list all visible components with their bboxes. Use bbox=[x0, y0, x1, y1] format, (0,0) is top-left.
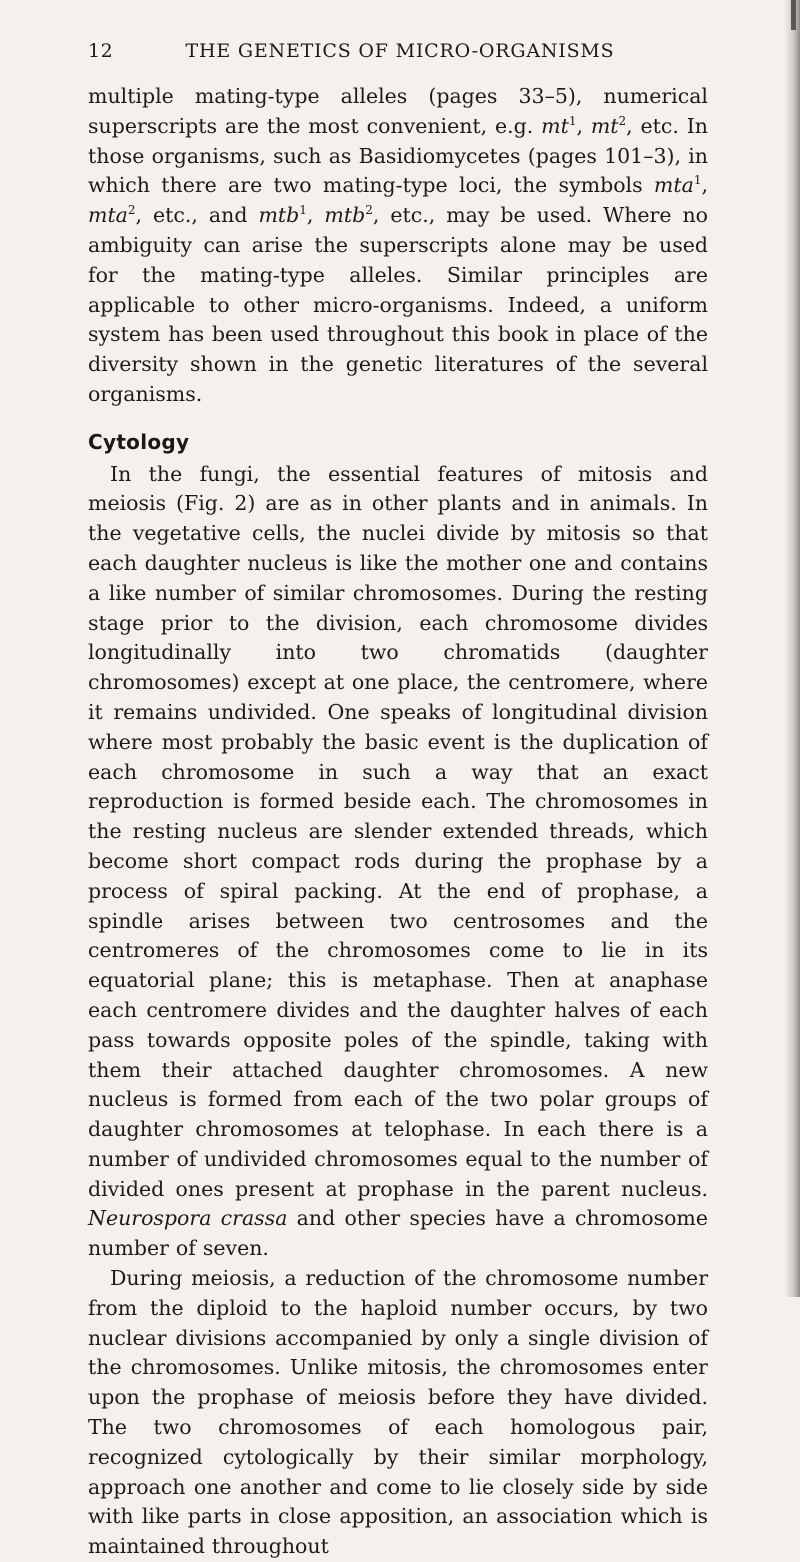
text-segment: , etc., and bbox=[135, 203, 259, 228]
text-segment: and other species have a chromosome number of seven. bbox=[88, 1206, 709, 1261]
text-segment: , bbox=[306, 203, 325, 228]
symbol-mtb: mtb bbox=[258, 203, 300, 228]
symbol-mt: mt bbox=[541, 113, 569, 138]
running-title: THE GENETICS OF MICRO-ORGANISMS bbox=[185, 40, 615, 62]
page-edge-shadow bbox=[784, 0, 800, 1297]
superscript: 2 bbox=[365, 203, 373, 218]
page-edge-mark bbox=[791, 0, 796, 30]
text-segment: , bbox=[701, 173, 708, 198]
symbol-mt: mt bbox=[590, 113, 619, 138]
text-segment: In the fungi, the essential features of mitosis and meiosis (Fig. 2) are as in other plants and in animals. In the vegetative cells, the nuclei divide by mitosis so that each daughter nucleus is like the mother one and contains a like number of similar chromosomes. During the resting stage prior to the division, each chromosome divides longitudinally into two chromatids (daughter chromosomes) except at one place, the centromere, where it remains undivided. One speaks of longitudinal division where most probably the basic event is the duplication of each chromosome in such a way that an exact reproduction is formed beside each. The chromosomes in the resting nucleus are slender extended threads, which become short compact rods during the prophase by a process of spiral packing. At the end of prophase, a spindle arises between two centrosomes and the centromeres of the chromosomes come to lie in its equatorial plane; this is metaphase. Then at anaphase each centromere divides and the daughter halves of each pass towards opposite poles of the spindle, taking with them their attached daughter chromosomes. A new nucleus is formed from each of the two polar groups of daughter chromosomes at telophase. In each there is a number of undivided chromosomes equal to the number of divided ones present at prophase in the parent nucleus. bbox=[88, 461, 708, 1201]
paragraph-mating-type-notation bbox=[88, 82, 708, 410]
paragraph-mitosis bbox=[88, 460, 708, 1265]
text-segment: , bbox=[576, 113, 591, 138]
symbol-mta: mta bbox=[653, 173, 694, 198]
body-text bbox=[88, 82, 708, 1562]
superscript: 1 bbox=[568, 113, 577, 128]
superscript: 2 bbox=[127, 203, 136, 218]
text-segment: multiple mating-type alleles (pages 33–5), numerical superscripts are the most convenient, e.g. bbox=[88, 84, 708, 138]
superscript: 2 bbox=[618, 113, 627, 128]
section-heading-cytology: Cytology bbox=[88, 429, 190, 454]
paragraph-meiosis: During meiosis, a reduction of the chromosome number from the diploid to the haploid number occurs, by two nuclear divisions accompanied by only a single division of the chromosomes. Unlike mitosis, the chromosomes enter upon the prophase of meiosis before they have divided. The two chromosomes of each homologous pair, recognized cytologically by their similar morphology, approach one another and come to lie closely side by side with like parts in close apposition, an association which is maintained throughout bbox=[88, 1266, 708, 1559]
symbol-mtb: mtb bbox=[324, 203, 366, 228]
superscript: 1 bbox=[693, 173, 702, 188]
species-name: Neurospora crassa bbox=[88, 1206, 288, 1231]
text-segment: , etc. In those organisms, such as Basidiomycetes (pages 101–3), in which there are two mating-type loci, the symbols bbox=[88, 113, 708, 198]
symbol-mta: mta bbox=[88, 203, 128, 228]
page-header bbox=[88, 40, 712, 70]
page-number: 12 bbox=[88, 40, 114, 62]
superscript: 1 bbox=[299, 203, 307, 218]
text-segment: , etc., may be used. Where no ambiguity can arise the superscripts alone may be used for the mating-type alleles. Similar principles are applicable to other micro-organisms. Indeed, a uniform system has been used throughout this book in place of the diversity shown in the genetic literatures of the several organisms. bbox=[88, 203, 708, 406]
